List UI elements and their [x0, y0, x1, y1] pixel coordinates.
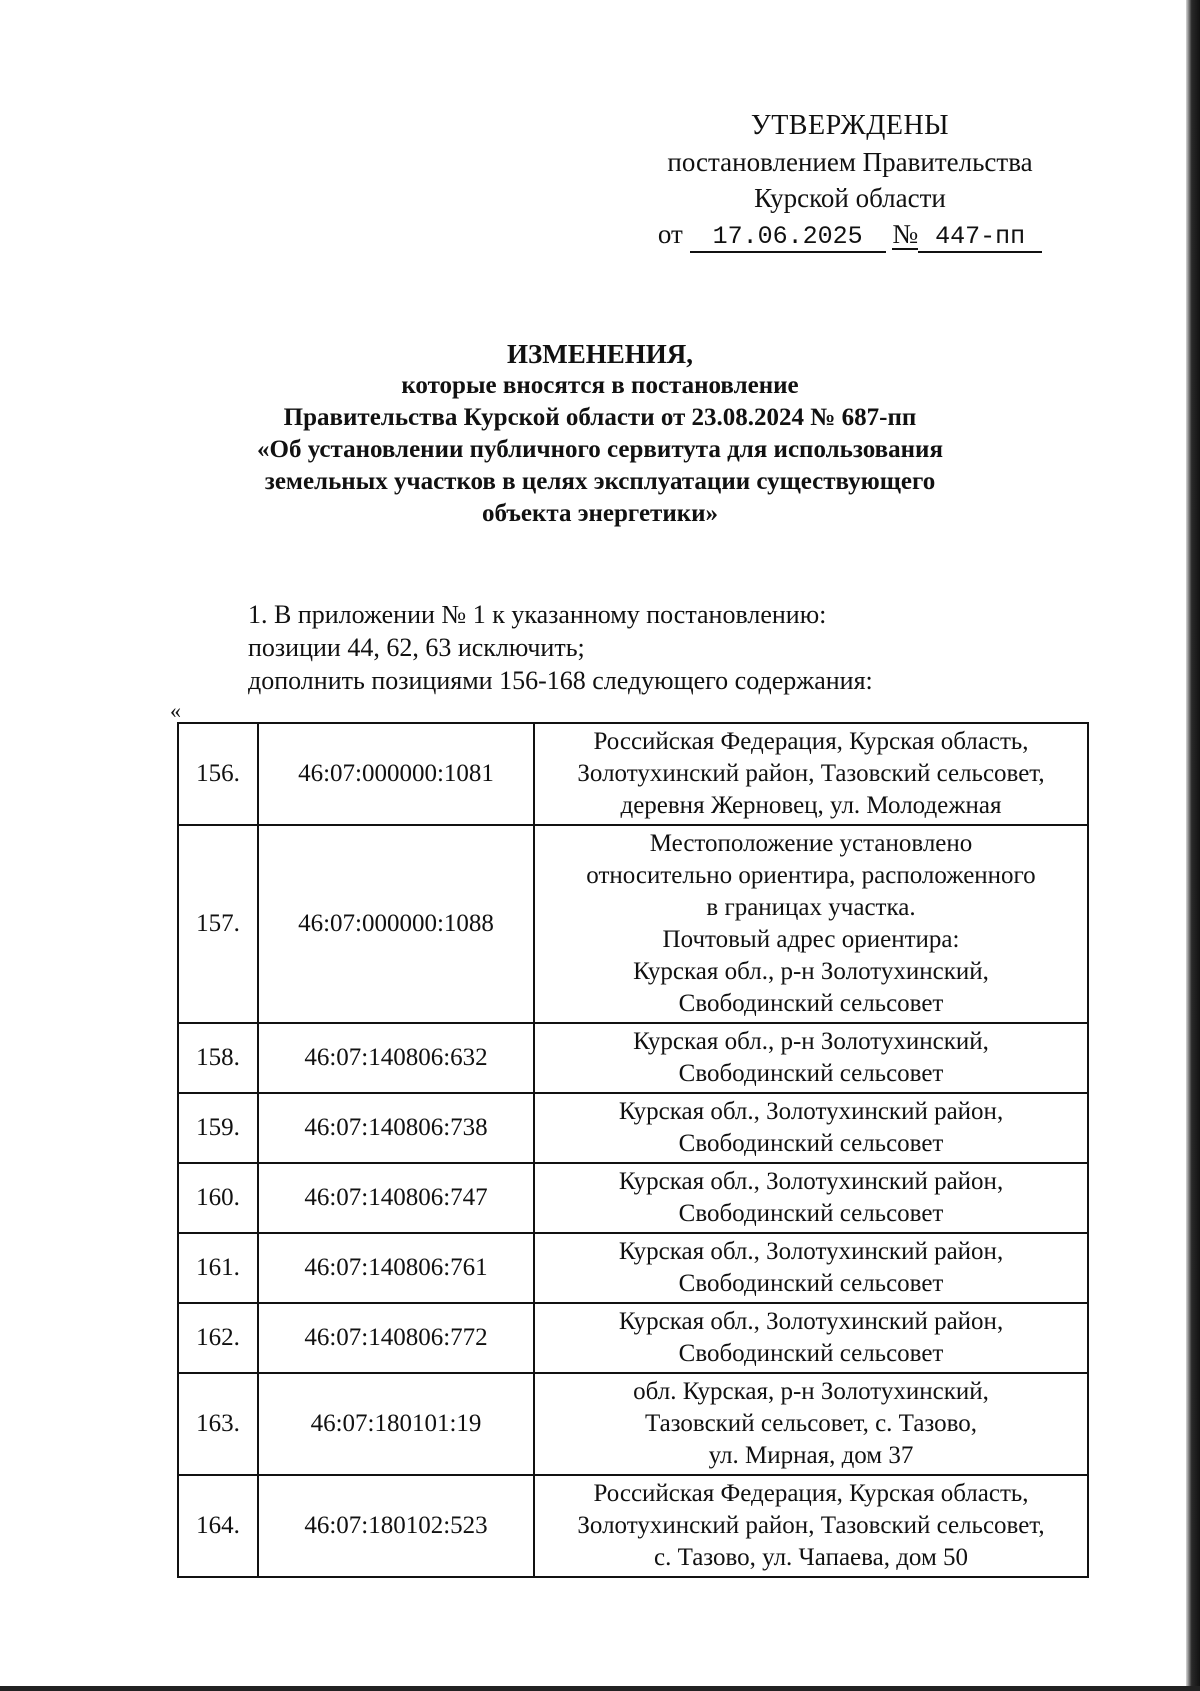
address-line: деревня Жерновец, ул. Молодежная	[620, 792, 1002, 819]
address-line: Свободинский сельсовет	[678, 1130, 944, 1157]
position-number-cell: 156.	[178, 723, 258, 825]
position-number-cell: 162.	[178, 1303, 258, 1373]
address-cell	[534, 1373, 1088, 1475]
body-line: дополнить позициями 156-168 следующего содержания:	[248, 666, 873, 695]
address-cell	[534, 723, 1088, 825]
approval-stamp-block	[640, 108, 1060, 253]
position-number-cell: 163.	[178, 1373, 258, 1475]
document-title	[180, 338, 1020, 530]
table-row	[178, 1023, 1088, 1093]
address-line: в границах участка.	[706, 894, 916, 921]
title-main: ИЗМЕНЕНИЯ,	[506, 339, 693, 369]
positions-table	[177, 722, 1089, 1578]
position-number-cell: 157.	[178, 825, 258, 1023]
table-row	[178, 1373, 1088, 1475]
cadastral-number-cell: 46:07:140806:761	[258, 1233, 534, 1303]
address-line: Золотухинский район, Тазовский сельсовет,	[577, 1512, 1045, 1539]
title-line: которые вносятся в постановление	[401, 372, 799, 399]
address-line: Курская обл., Золотухинский район,	[618, 1168, 1004, 1195]
approval-line-2: Курской области	[754, 183, 946, 213]
address-cell	[534, 1023, 1088, 1093]
position-number-cell: 160.	[178, 1163, 258, 1233]
table-row	[178, 825, 1088, 1023]
address-cell	[534, 825, 1088, 1023]
cadastral-number-cell: 46:07:180101:19	[258, 1373, 534, 1475]
address-line: с. Тазово, ул. Чапаева, дом 50	[653, 1544, 969, 1571]
table-row	[178, 1163, 1088, 1233]
body-line: 1. В приложении № 1 к указанному постановлению:	[248, 600, 827, 629]
address-cell	[534, 1233, 1088, 1303]
approval-line-1: постановлением Правительства	[667, 147, 1033, 177]
address-line: ул. Мирная, дом 37	[708, 1442, 914, 1469]
cadastral-number-cell: 46:07:180102:523	[258, 1475, 534, 1577]
address-line: обл. Курская, р-н Золотухинский,	[633, 1378, 989, 1405]
cadastral-number-cell: 46:07:140806:747	[258, 1163, 534, 1233]
table-row	[178, 1303, 1088, 1373]
table-row	[178, 723, 1088, 825]
address-line: Свободинский сельсовет	[678, 1060, 944, 1087]
table-row	[178, 1093, 1088, 1163]
approval-date-line	[640, 216, 1060, 253]
address-line: относительно ориентира, расположенного	[586, 862, 1036, 889]
open-quote: «	[170, 698, 181, 723]
address-line: Курская обл., р-н Золотухинский,	[633, 1028, 989, 1055]
approval-date: 17.06.2025	[690, 223, 886, 253]
address-cell	[534, 1475, 1088, 1577]
title-line: земельных участков в целях эксплуатации существующего	[264, 468, 936, 495]
address-line: Свободинский сельсовет	[678, 1200, 944, 1227]
table-row	[178, 1233, 1088, 1303]
approval-head: УТВЕРЖДЕНЫ	[750, 110, 950, 141]
address-line: Свободинский сельсовет	[678, 1340, 944, 1367]
address-line: Местоположение установлено	[649, 830, 973, 857]
body-line: позиции 44, 62, 63 исключить;	[248, 633, 585, 662]
scan-edge-right	[1186, 0, 1200, 1691]
cadastral-number-cell: 46:07:140806:772	[258, 1303, 534, 1373]
number-label: №	[892, 219, 919, 249]
cadastral-number-cell: 46:07:140806:632	[258, 1023, 534, 1093]
address-line: Курская обл., р-н Золотухинский,	[633, 958, 989, 985]
address-line: Почтовый адрес ориентира:	[662, 926, 960, 953]
position-number-cell: 158.	[178, 1023, 258, 1093]
address-line: Курская обл., Золотухинский район,	[618, 1308, 1004, 1335]
title-line: «Об установлении публичного сервитута для использования	[257, 436, 943, 463]
from-label: от	[657, 219, 683, 249]
address-line: Российская Федерация, Курская область,	[593, 1480, 1029, 1507]
address-cell	[534, 1303, 1088, 1373]
cadastral-number-cell: 46:07:140806:738	[258, 1093, 534, 1163]
address-line: Тазовский сельсовет, с. Тазово,	[644, 1410, 978, 1437]
address-cell	[534, 1163, 1088, 1233]
body-paragraph	[248, 598, 1148, 697]
address-line: Курская обл., Золотухинский район,	[618, 1238, 1004, 1265]
scan-edge-bottom	[0, 1686, 1200, 1691]
title-line: объекта энергетики»	[481, 500, 719, 527]
cadastral-number-cell: 46:07:000000:1081	[258, 723, 534, 825]
cadastral-number-cell: 46:07:000000:1088	[258, 825, 534, 1023]
address-line: Российская Федерация, Курская область,	[593, 728, 1029, 755]
position-number-cell: 159.	[178, 1093, 258, 1163]
address-cell	[534, 1093, 1088, 1163]
address-line: Золотухинский район, Тазовский сельсовет,	[577, 760, 1045, 787]
title-line: Правительства Курской области от 23.08.2024 № 687-пп	[283, 404, 917, 431]
approval-number: 447-пп	[918, 223, 1042, 253]
address-line: Курская обл., Золотухинский район,	[618, 1098, 1004, 1125]
table-row	[178, 1475, 1088, 1577]
position-number-cell: 161.	[178, 1233, 258, 1303]
address-line: Свободинский сельсовет	[678, 1270, 944, 1297]
address-line: Свободинский сельсовет	[678, 990, 944, 1017]
position-number-cell: 164.	[178, 1475, 258, 1577]
